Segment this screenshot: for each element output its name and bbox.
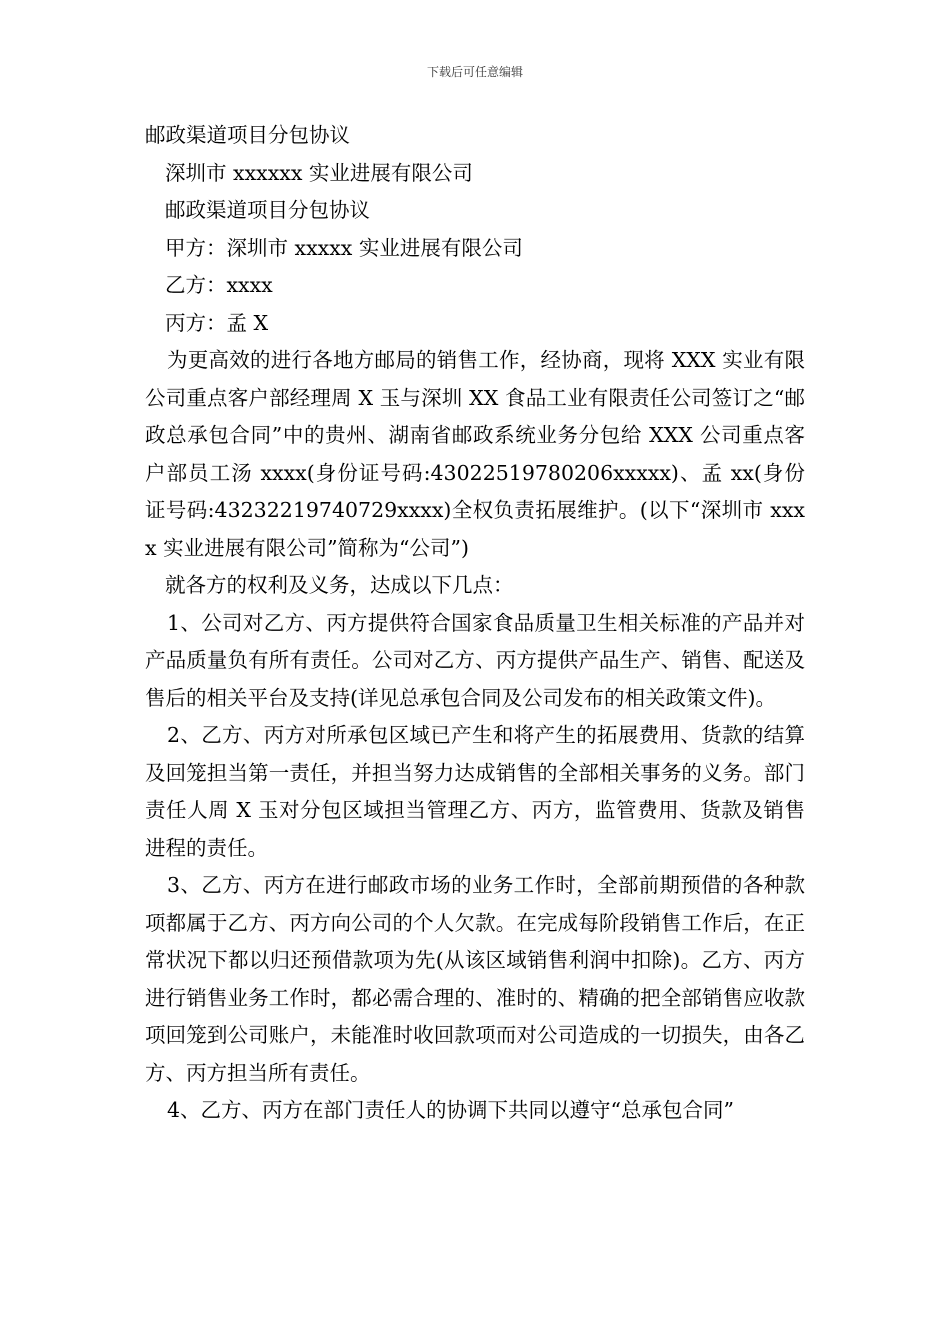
- clause-1: 1、公司对乙方、丙方提供符合国家食品质量卫生相关标准的产品并对产品质量负有所有责任。公司对乙方、丙方提供产品生产、销售、配送及售后的相关平台及支持(详见总承包合同及公司发布的相关政策文件)。: [145, 610, 805, 710]
- lead-paragraph: 就各方的权利及义务，达成以下几点：: [165, 573, 514, 597]
- document-subtitle: 邮政渠道项目分包协议: [165, 198, 370, 222]
- company-name: 深圳市 xxxxxx 实业进展有限公司: [165, 160, 473, 185]
- document-title: 邮政渠道项目分包协议: [145, 123, 350, 147]
- clause-3: 3、乙方、丙方在进行邮政市场的业务工作时，全部前期预借的各种款项都属于乙方、丙方向公司的个人欠款。在完成每阶段销售工作后，在正常状况下都以归还预借款项为先(从该区域销售利润中扣除)。乙方、丙方进行销售业务工作时，都必需合理的、准时的、精确的把全部销售应收款项回笼到公司账户，未能准时收回款项而对公司造成的一切损失，由各乙方、丙方担当所有责任。: [145, 873, 805, 1085]
- party-c: 丙方：孟 X: [165, 310, 269, 335]
- party-b: 乙方：xxxx: [165, 273, 273, 297]
- clause-2: 2、乙方、丙方对所承包区域已产生和将产生的拓展费用、货款的结算及回笼担当第一责任，并担当努力达成销售的全部相关事务的义务。部门责任人周 X 玉对分包区域担当管理乙方、丙方，监管费用、货款及销售进程的责任。: [145, 723, 805, 860]
- party-a: 甲方：深圳市 xxxxx 实业进展有限公司: [165, 235, 523, 260]
- clause-4: 4、乙方、丙方在部门责任人的协调下共同以遵守“总承包合同”: [167, 1098, 735, 1122]
- intro-paragraph: 为更高效的进行各地方邮局的销售工作，经协商，现将 XXX 实业有限公司重点客户部经理周 X 玉与深圳 XX 食品工业有限责任公司签订之“邮政总承包合同”中的贵州、湖南省邮政系统业务分包给 XXX 公司重点客户部员工汤 xxxx(身份证号码:43022519780206xxxxx)、孟 xx(身份证号码:43232219740729xxxx)全权负责拓展维护。(以下“深圳市 xxxx 实业进展有限公司”简称为“公司”): [145, 348, 805, 560]
- document-body: [145, 117, 805, 1130]
- page-header: 下载后可任意编辑: [426, 65, 523, 79]
